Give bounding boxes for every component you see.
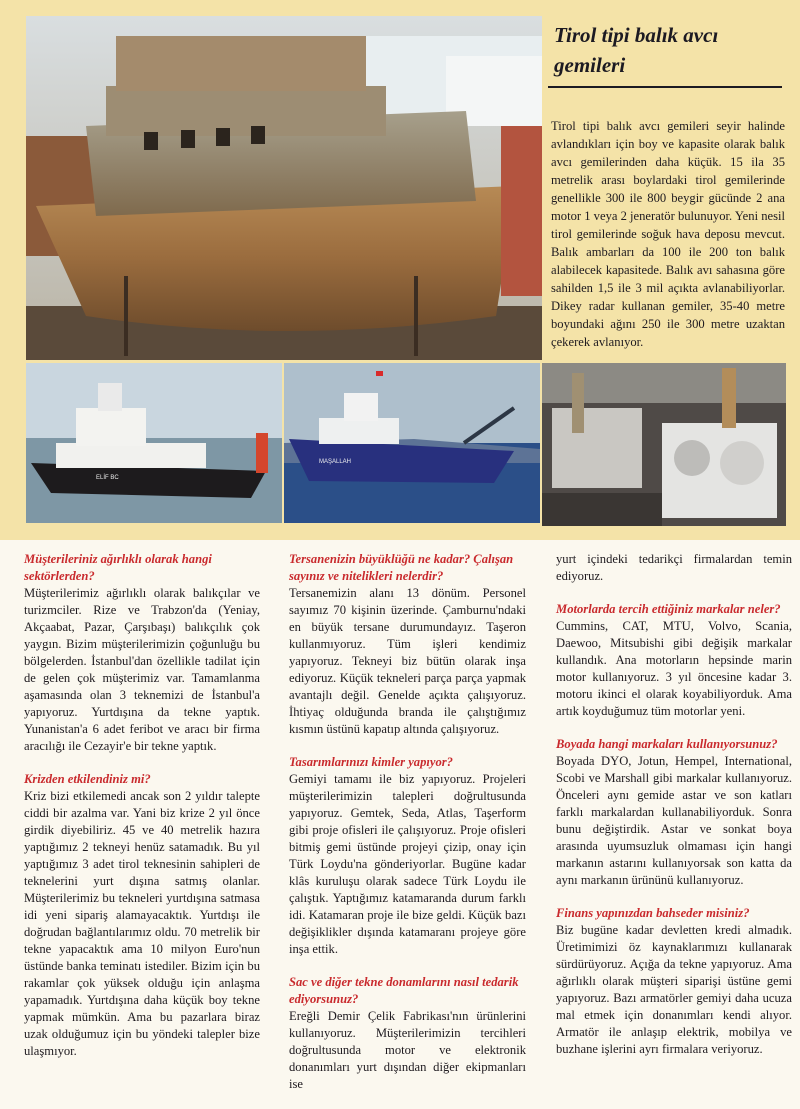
- question-heading: Tersanenizin büyüklüğü ne kadar? Çalışan sayınız ve nitelikleri nelerdir?: [289, 552, 514, 583]
- question-heading: Tasarımlarınızı kimler yapıyor?: [289, 755, 453, 769]
- answer-paragraph: Tersanemizin alanı 13 dönüm. Personel sayımız 70 kişinin üzerinde. Çamburnu'ndaki en büyük tersane durumundayız. Taşeron kullanmıyoruz. Tüm işleri kendimiz yapıyoruz. Tekneyi biz bütün olarak inşa ediyoruz. Küçük tekneleri parça parça yapmak avantajlı değil. Genelde açıkta çalışıyoruz. İhtiyaç olduğunda branda ile çalıştığımız kısmın üstünü kapatıp altında çalışıyoruz.: [289, 586, 526, 736]
- question-heading: Finans yapınızdan bahseder misiniz?: [556, 906, 750, 920]
- continued-paragraph: yurt içindeki tedarikçi firmalardan temin ediyoruz.: [556, 552, 792, 583]
- boat-1-name: ELİF BC: [96, 475, 119, 481]
- engine-room-photo: [542, 363, 786, 526]
- answer-paragraph: Ereğli Demir Çelik Fabrikası'nın ürünlerini kullanıyoruz. Müşterilerimizin tercihleri doğrultusunda motor ve elektronik donanımları yurt dışından diğer ekipmanları ise: [289, 1009, 526, 1091]
- question-heading: Sac ve diğer tekne donamlarını nasıl tedarik ediyorsunuz?: [289, 975, 519, 1006]
- hull-construction-photo: [26, 16, 542, 360]
- question-heading: Müşterileriniz ağırlıklı olarak hangi sektörlerden?: [24, 552, 212, 583]
- question-heading: Krizden etkilendiniz mi?: [24, 772, 151, 786]
- column-3: [556, 551, 792, 1074]
- answer-paragraph: Müşterilerimiz ağırlıklı olarak balıkçılar ve turizmciler. Rize ve Trabzon'da (Yeniay, Akçaabat, Pazar, Çarşıbaşı) balıkçılık çok yaygın. Bizim müşterilerimizin çoğunluğu bu bölgelerden. İstanbul'dan özellikle tadilat için de gelen çok müşterimiz var. Tamamlanma aşamasında olan 3 teknemizi de İstanbul'a yapıyoruz. Yurtdışına da tekne yaptık. Yunanistan'a 6 adet feribot ve aracı bir firma aracılığı ile Cezayir'e bir tekne yaptık.: [24, 586, 260, 753]
- question-heading: Boyada hangi markaları kullanıyorsunuz?: [556, 737, 778, 751]
- article-title-box: [548, 20, 782, 88]
- article-intro: Tirol tipi balık avcı gemileri seyir halinde avlandıkları için boy ve kapasite olarak balık avcı gemilerinden daha küçük. 15 ila 35 metrelik arası boylardaki tirol gemilerinde genellikle 300 ile 800 beygir gücünde 2 ana motor 1 veya 2 jeneratör bulunuyor. Yeni nesil tirol gemilerinde soğuk hava deposu mevcut. Balık ambarları da 100 ile 200 ton balık alabilecek kapasitede. Balık avı sahasına göre sahilden 1,5 ile 3 mil açıkta avlanabiliyorlar. Dikey radar kullanan gemiler, 35-40 metre boyundaki ağını 250 ile 300 metre uzaktan çekerek avlanıyor.: [551, 119, 785, 349]
- answer-paragraph: Boyada DYO, Jotun, Hempel, International, Scobi ve Marshall gibi markalar kullanıyoruz. Önceleri aynı gemide astar ve son katları farklı markalardan kullanabiliyorduk. Sonra bunu değiştirdik. Astar ve sonkat boya arasında uyumsuzluk olmaması için hangi markanın astarını kullanıyorsak son katta da aynı markanın ürününü kullanıyoruz.: [556, 754, 792, 887]
- answer-paragraph: Kriz bizi etkilemedi ancak son 2 yıldır talepte ciddi bir azalma var. Yani biz krize 2 yıl önce girdik diyebiliriz. 45 ve 40 metrelik hazıra yaptığımız 2 tekneyi henüz satamadık. Bu yıl yaptığımız 3 adet tirol teknesinin sahipleri de teknelerini yurt dışına satmış olanlar. Müşterilerimiz bu tekneleri yurtdışına satmasa idi yeni sipariş alamayacaktık. Yurtdışı ile doğrudan bağlantılarımız oldu. 70 metrelik bir tekne yapacaktık ama 10 milyon Euro'nun üstünde banka teminatı istediler. Bizim için bu rakamlar çok yüksek olduğu için anlaşma yapamadık. Yurtdışına daha küçük boy tekne yapmak mümkün. Ama bu pazarlara biraz uzak olduğumuz için bu yöndeki talepler bize ulaşmıyor.: [24, 789, 260, 1058]
- answer-paragraph: Biz bugüne kadar devletten kredi almadık. Üretimimizi öz kaynaklarımızı kullanarak sürdürüyoruz. Açığa da tekne yapıyoruz. Ama ağırlıklı olarak müşteri siparişi üstüne gemi yapıyoruz. Bazı armatörler gemiyi daha ucuza mal etmek için donanımları kendi alıyor. Armatör ile anlaşıp elektrik, mobilya ve buzhane işlerini ayrı firmalara veriyoruz.: [556, 923, 792, 1056]
- boat-2-name: MAŞALLAH: [319, 459, 352, 465]
- column-2: [289, 551, 526, 1109]
- column-1: [24, 551, 260, 1076]
- blue-fishing-boat-photo: [284, 363, 540, 523]
- white-fishing-boat-photo: [26, 363, 282, 523]
- question-heading: Motorlarda tercih ettiğiniz markalar neler?: [556, 602, 781, 616]
- answer-paragraph: Cummins, CAT, MTU, Volvo, Scania, Daewoo, Mitsubishi gibi değişik markalar kullandık. Ana motorların hepsinde marin motor kullanıyoruz. 3 yıl öncesine kadar 3. motoru ikinci el olarak koyabiliyorduk. Ama artık koyduğumuz tüm motorlar yeni.: [556, 619, 792, 718]
- title-divider: [548, 86, 782, 88]
- answer-paragraph: Gemiyi tamamı ile biz yapıyoruz. Projeleri müşterilerimizin talepleri doğrultusunda yapıyoruz. Gemtek, Seda, Atlas, Taşerform gibi proje ofisleri ile çalışıyoruz. Proje ofisleri bitmiş gemi üstünde projeyi çizip, onay için Türk Loydu'na gönderiyorlar. Bugüne kadar klâs kuruluşu olarak sadece Türk Loydu ile çalıştık. Yaptığımız katamaranda durum farklı idi. Katamaran proje ile bize geldi. Küçük bazı değişiklikler dışında katamaranı projeye göre inşa ettik.: [289, 772, 526, 956]
- article-title: Tirol tipi balık avcı gemileri: [554, 23, 719, 77]
